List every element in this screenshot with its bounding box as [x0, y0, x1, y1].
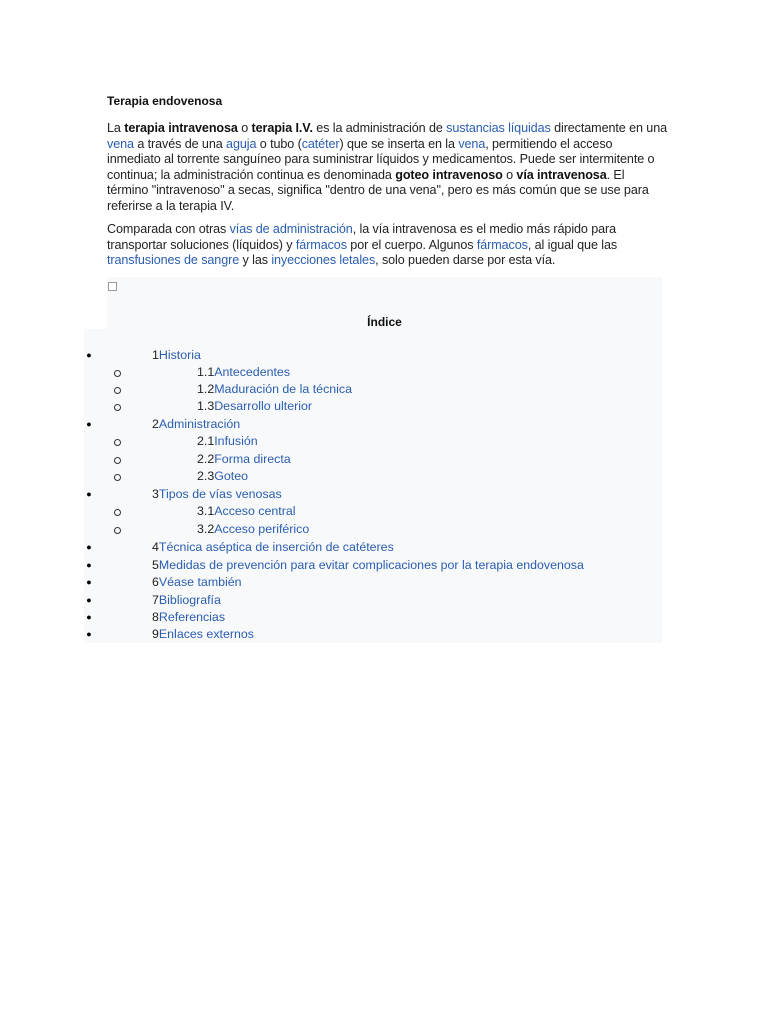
toc-number: 7 — [152, 593, 159, 607]
toc-link[interactable]: Técnica aséptica de inserción de catéteres — [158, 540, 394, 554]
bullet-icon: ● — [86, 542, 92, 552]
toc-number: 2.2 — [197, 452, 215, 466]
toc-title: Índice — [367, 315, 402, 329]
toc-entry[interactable] — [152, 347, 201, 364]
toc-link[interactable]: Medidas de prevención para evitar complicaciones por la terapia endovenosa — [158, 558, 584, 572]
toc-entry[interactable] — [197, 468, 248, 485]
inline-link[interactable]: fármacos — [295, 237, 347, 252]
bold-term: goteo intravenoso — [395, 167, 503, 182]
toc-link[interactable]: Maduración de la técnica — [214, 382, 352, 396]
toc-link[interactable]: Acceso periférico — [214, 522, 310, 536]
toc-entry[interactable] — [152, 539, 394, 556]
bullet-icon: ● — [86, 629, 92, 639]
toc-number: 2 — [152, 417, 159, 431]
toc-number: 1.1 — [197, 365, 215, 379]
toc-link[interactable]: Historia — [158, 348, 201, 362]
inline-link[interactable]: inyecciones letales — [271, 253, 376, 268]
circle-bullet-icon — [114, 404, 121, 411]
inline-link[interactable]: fármacos — [476, 237, 528, 252]
toc-entry[interactable] — [197, 364, 290, 381]
intro-paragraph — [107, 121, 667, 215]
paragraph-text: , al igual que las — [527, 237, 618, 252]
bold-term: terapia I.V. — [251, 121, 313, 135]
bullet-icon: ● — [86, 350, 92, 360]
bold-term: terapia intravenosa — [124, 121, 238, 135]
circle-bullet-icon — [114, 439, 121, 446]
toc-entry[interactable] — [152, 574, 242, 591]
paragraph-text: , la vía intravenosa es el medio más rápido para transportar soluciones (líquidos) y — [107, 222, 617, 252]
toc-number: 1.2 — [197, 382, 215, 396]
toc-entry[interactable] — [152, 626, 254, 643]
paragraph-text: o — [237, 121, 252, 135]
inline-link[interactable]: vías de administración — [229, 222, 353, 236]
bold-term: vía intravenosa — [516, 167, 607, 182]
bullet-icon: ● — [86, 595, 92, 605]
toc-number: 2.3 — [197, 469, 215, 483]
toc-number: 1.3 — [197, 399, 215, 413]
toc-entry[interactable] — [197, 451, 291, 468]
toc-number: 9 — [152, 627, 159, 641]
paragraph-text: por el cuerpo. Algunos — [346, 237, 477, 252]
inline-link[interactable]: vena — [107, 136, 134, 151]
inline-link[interactable]: vena — [458, 136, 486, 151]
toc-entry[interactable] — [152, 416, 240, 433]
paragraph-text: es la administración de — [312, 121, 447, 135]
table-of-contents — [84, 277, 662, 643]
toc-link[interactable]: Antecedentes — [214, 365, 291, 379]
second-paragraph — [107, 222, 667, 269]
toc-entry[interactable] — [152, 609, 225, 626]
toc-link[interactable]: Infusión — [214, 434, 258, 448]
toc-toggle-checkbox[interactable] — [108, 282, 117, 291]
paragraph-text: . El término "intravenoso" a secas, significa "dentro de una vena", pero es más común que se use para referirse a la terapia IV. — [107, 167, 649, 213]
toc-link[interactable]: Enlaces externos — [158, 627, 254, 641]
circle-bullet-icon — [114, 370, 121, 377]
inline-link[interactable]: catéter — [301, 136, 340, 151]
paragraph-text: La — [107, 121, 125, 135]
toc-entry[interactable] — [197, 503, 296, 520]
toc-entry[interactable] — [152, 592, 221, 609]
toc-number: 2.1 — [197, 434, 215, 448]
toc-entry[interactable] — [197, 433, 258, 450]
circle-bullet-icon — [114, 474, 121, 481]
toc-link[interactable]: Referencias — [158, 610, 226, 624]
inline-link[interactable]: aguja — [226, 136, 257, 151]
toc-number: 3 — [152, 487, 159, 501]
circle-bullet-icon — [114, 509, 121, 516]
inline-link[interactable]: transfusiones de sangre — [107, 253, 240, 268]
bullet-icon: ● — [86, 577, 92, 587]
toc-entry[interactable] — [197, 521, 309, 538]
toc-entry[interactable] — [197, 381, 352, 398]
toc-number: 8 — [152, 610, 159, 624]
toc-number: 3.2 — [197, 522, 215, 536]
bullet-icon: ● — [86, 419, 92, 429]
toc-link[interactable]: Desarrollo ulterior — [214, 399, 313, 413]
paragraph-text: ) que se inserta en la — [339, 136, 459, 151]
bullet-icon: ● — [86, 612, 92, 622]
circle-bullet-icon — [114, 457, 121, 464]
toc-number: 6 — [152, 575, 159, 589]
paragraph-text: Comparada con otras — [107, 222, 230, 236]
paragraph-text: , permitiendo el acceso inmediato al torrente sanguíneo para suministrar líquidos y medicamentos. Puede ser intermitente o continua; la administración continua es denominada — [107, 136, 655, 182]
paragraph-text: a través de una — [133, 136, 227, 151]
paragraph-text: y las — [239, 253, 272, 268]
toc-link[interactable]: Tipos de vías venosas — [158, 487, 282, 501]
circle-bullet-icon — [114, 387, 121, 394]
inline-link[interactable]: sustancias líquidas — [446, 121, 551, 135]
bullet-icon: ● — [86, 489, 92, 499]
toc-entry[interactable] — [152, 486, 282, 503]
toc-link[interactable]: Administración — [158, 417, 241, 431]
paragraph-text: o tubo ( — [256, 136, 302, 151]
paragraph-text: directamente en una — [550, 121, 668, 135]
toc-link[interactable]: Forma directa — [214, 452, 291, 466]
toc-link[interactable]: Goteo — [214, 469, 248, 483]
circle-bullet-icon — [114, 527, 121, 534]
toc-number: 4 — [152, 540, 159, 554]
bullet-icon: ● — [86, 560, 92, 570]
toc-link[interactable]: Véase también — [158, 575, 242, 589]
toc-entry[interactable] — [152, 557, 584, 574]
toc-number: 1 — [152, 348, 159, 362]
toc-number: 5 — [152, 558, 159, 572]
article-title: Terapia endovenosa — [107, 94, 223, 108]
toc-link[interactable]: Bibliografía — [158, 593, 221, 607]
toc-entry[interactable] — [197, 398, 312, 415]
paragraph-text: , solo pueden darse por esta vía. — [375, 253, 556, 268]
toc-number: 3.1 — [197, 504, 215, 518]
paragraph-text: o — [502, 167, 517, 182]
toc-link[interactable]: Acceso central — [214, 504, 296, 518]
